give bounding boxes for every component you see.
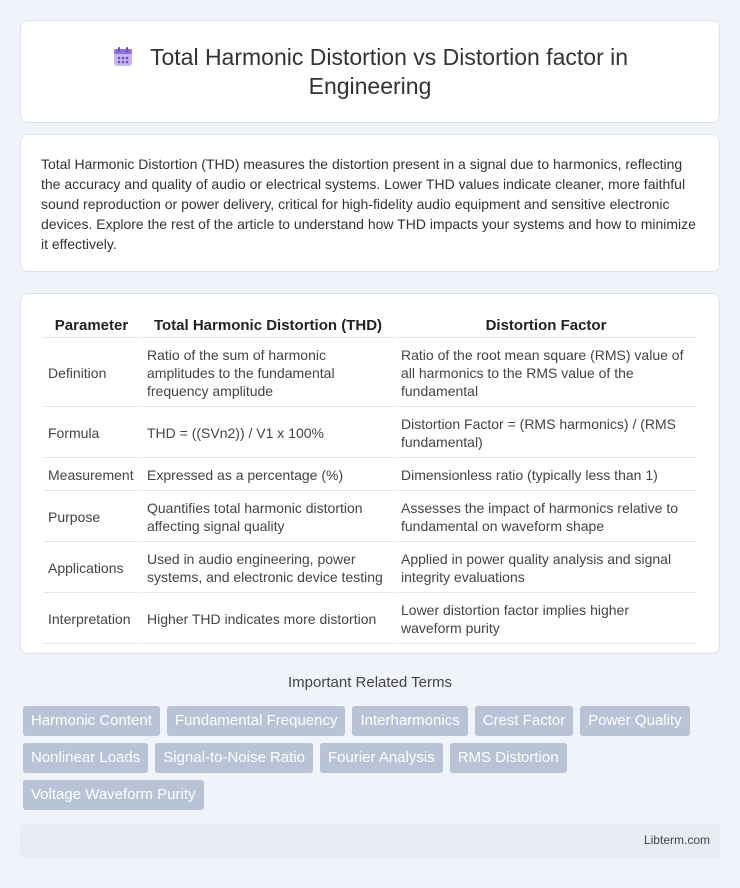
table-row bbox=[43, 544, 696, 593]
table-cell-parameter: Purpose bbox=[43, 493, 140, 542]
related-term-tag[interactable]: Power Quality bbox=[580, 706, 689, 736]
table-cell-distortion-factor: Ratio of the root mean square (RMS) value of all harmonics to the RMS value of the fundamental bbox=[396, 340, 696, 407]
table-cell-thd: Used in audio engineering, power systems, and electronic device testing bbox=[142, 544, 394, 593]
comparison-table-card bbox=[20, 293, 720, 654]
table-cell-distortion-factor: Dimensionless ratio (typically less than 1) bbox=[396, 460, 696, 491]
intro-text: Total Harmonic Distortion (THD) measures the distortion present in a signal due to harmonics, reflecting the accuracy and quality of audio or electrical systems. Lower THD values indicate cleaner, more faithful sound reproduction or power delivery, critical for high-fidelity audio equipment and sensitive electronic devices. Explore the rest of the article to understand how THD impacts your systems and how to minimize it effectively. bbox=[41, 156, 696, 252]
table-row bbox=[43, 340, 696, 407]
column-header-parameter: Parameter bbox=[43, 310, 140, 338]
column-header-thd: Total Harmonic Distortion (THD) bbox=[142, 310, 394, 338]
table-cell-distortion-factor: Distortion Factor = (RMS harmonics) / (RMS fundamental) bbox=[396, 409, 696, 458]
table-row bbox=[43, 493, 696, 542]
footer bbox=[20, 824, 720, 858]
table-cell-thd: Expressed as a percentage (%) bbox=[142, 460, 394, 491]
related-term-tag[interactable]: Signal-to-Noise Ratio bbox=[155, 743, 313, 773]
table-cell-parameter: Measurement bbox=[43, 460, 140, 491]
comparison-table bbox=[41, 308, 698, 646]
footer-site-link[interactable]: Libterm.com bbox=[643, 833, 710, 847]
related-term-tag[interactable]: Nonlinear Loads bbox=[23, 743, 148, 773]
header-card bbox=[20, 20, 720, 123]
table-cell-parameter: Applications bbox=[43, 544, 140, 593]
table-cell-distortion-factor: Lower distortion factor implies higher waveform purity bbox=[396, 595, 696, 644]
calendar-icon bbox=[112, 46, 134, 68]
page-title: Total Harmonic Distortion vs Distortion factor in Engineering bbox=[149, 43, 629, 99]
table-cell-parameter: Interpretation bbox=[43, 595, 140, 644]
table-cell-thd: THD = ((SVn2)) / V1 x 100% bbox=[142, 409, 394, 458]
table-cell-distortion-factor: Assesses the impact of harmonics relative to fundamental on waveform shape bbox=[396, 493, 696, 542]
related-term-tag[interactable]: Voltage Waveform Purity bbox=[23, 780, 204, 810]
related-term-tag[interactable]: RMS Distortion bbox=[450, 743, 567, 773]
table-cell-thd: Ratio of the sum of harmonic amplitudes to the fundamental frequency amplitude bbox=[142, 340, 394, 407]
related-terms-title: Important Related Terms bbox=[288, 674, 452, 691]
intro-card bbox=[20, 134, 720, 272]
table-row bbox=[43, 460, 696, 491]
table-row bbox=[43, 595, 696, 644]
related-term-tag[interactable]: Fundamental Frequency bbox=[167, 706, 346, 736]
table-row bbox=[43, 409, 696, 458]
table-cell-thd: Higher THD indicates more distortion bbox=[142, 595, 394, 644]
table-cell-distortion-factor: Applied in power quality analysis and signal integrity evaluations bbox=[396, 544, 696, 593]
related-terms-list bbox=[23, 706, 723, 810]
related-term-tag[interactable]: Interharmonics bbox=[352, 706, 467, 736]
related-term-tag[interactable]: Fourier Analysis bbox=[320, 743, 443, 773]
related-term-tag[interactable]: Harmonic Content bbox=[23, 706, 160, 736]
related-term-tag[interactable]: Crest Factor bbox=[475, 706, 574, 736]
table-cell-parameter: Formula bbox=[43, 409, 140, 458]
column-header-distortion-factor: Distortion Factor bbox=[396, 310, 696, 338]
page-title-wrap bbox=[61, 43, 679, 101]
table-cell-thd: Quantifies total harmonic distortion affecting signal quality bbox=[142, 493, 394, 542]
table-header-row bbox=[43, 310, 696, 338]
table-cell-parameter: Definition bbox=[43, 340, 140, 407]
